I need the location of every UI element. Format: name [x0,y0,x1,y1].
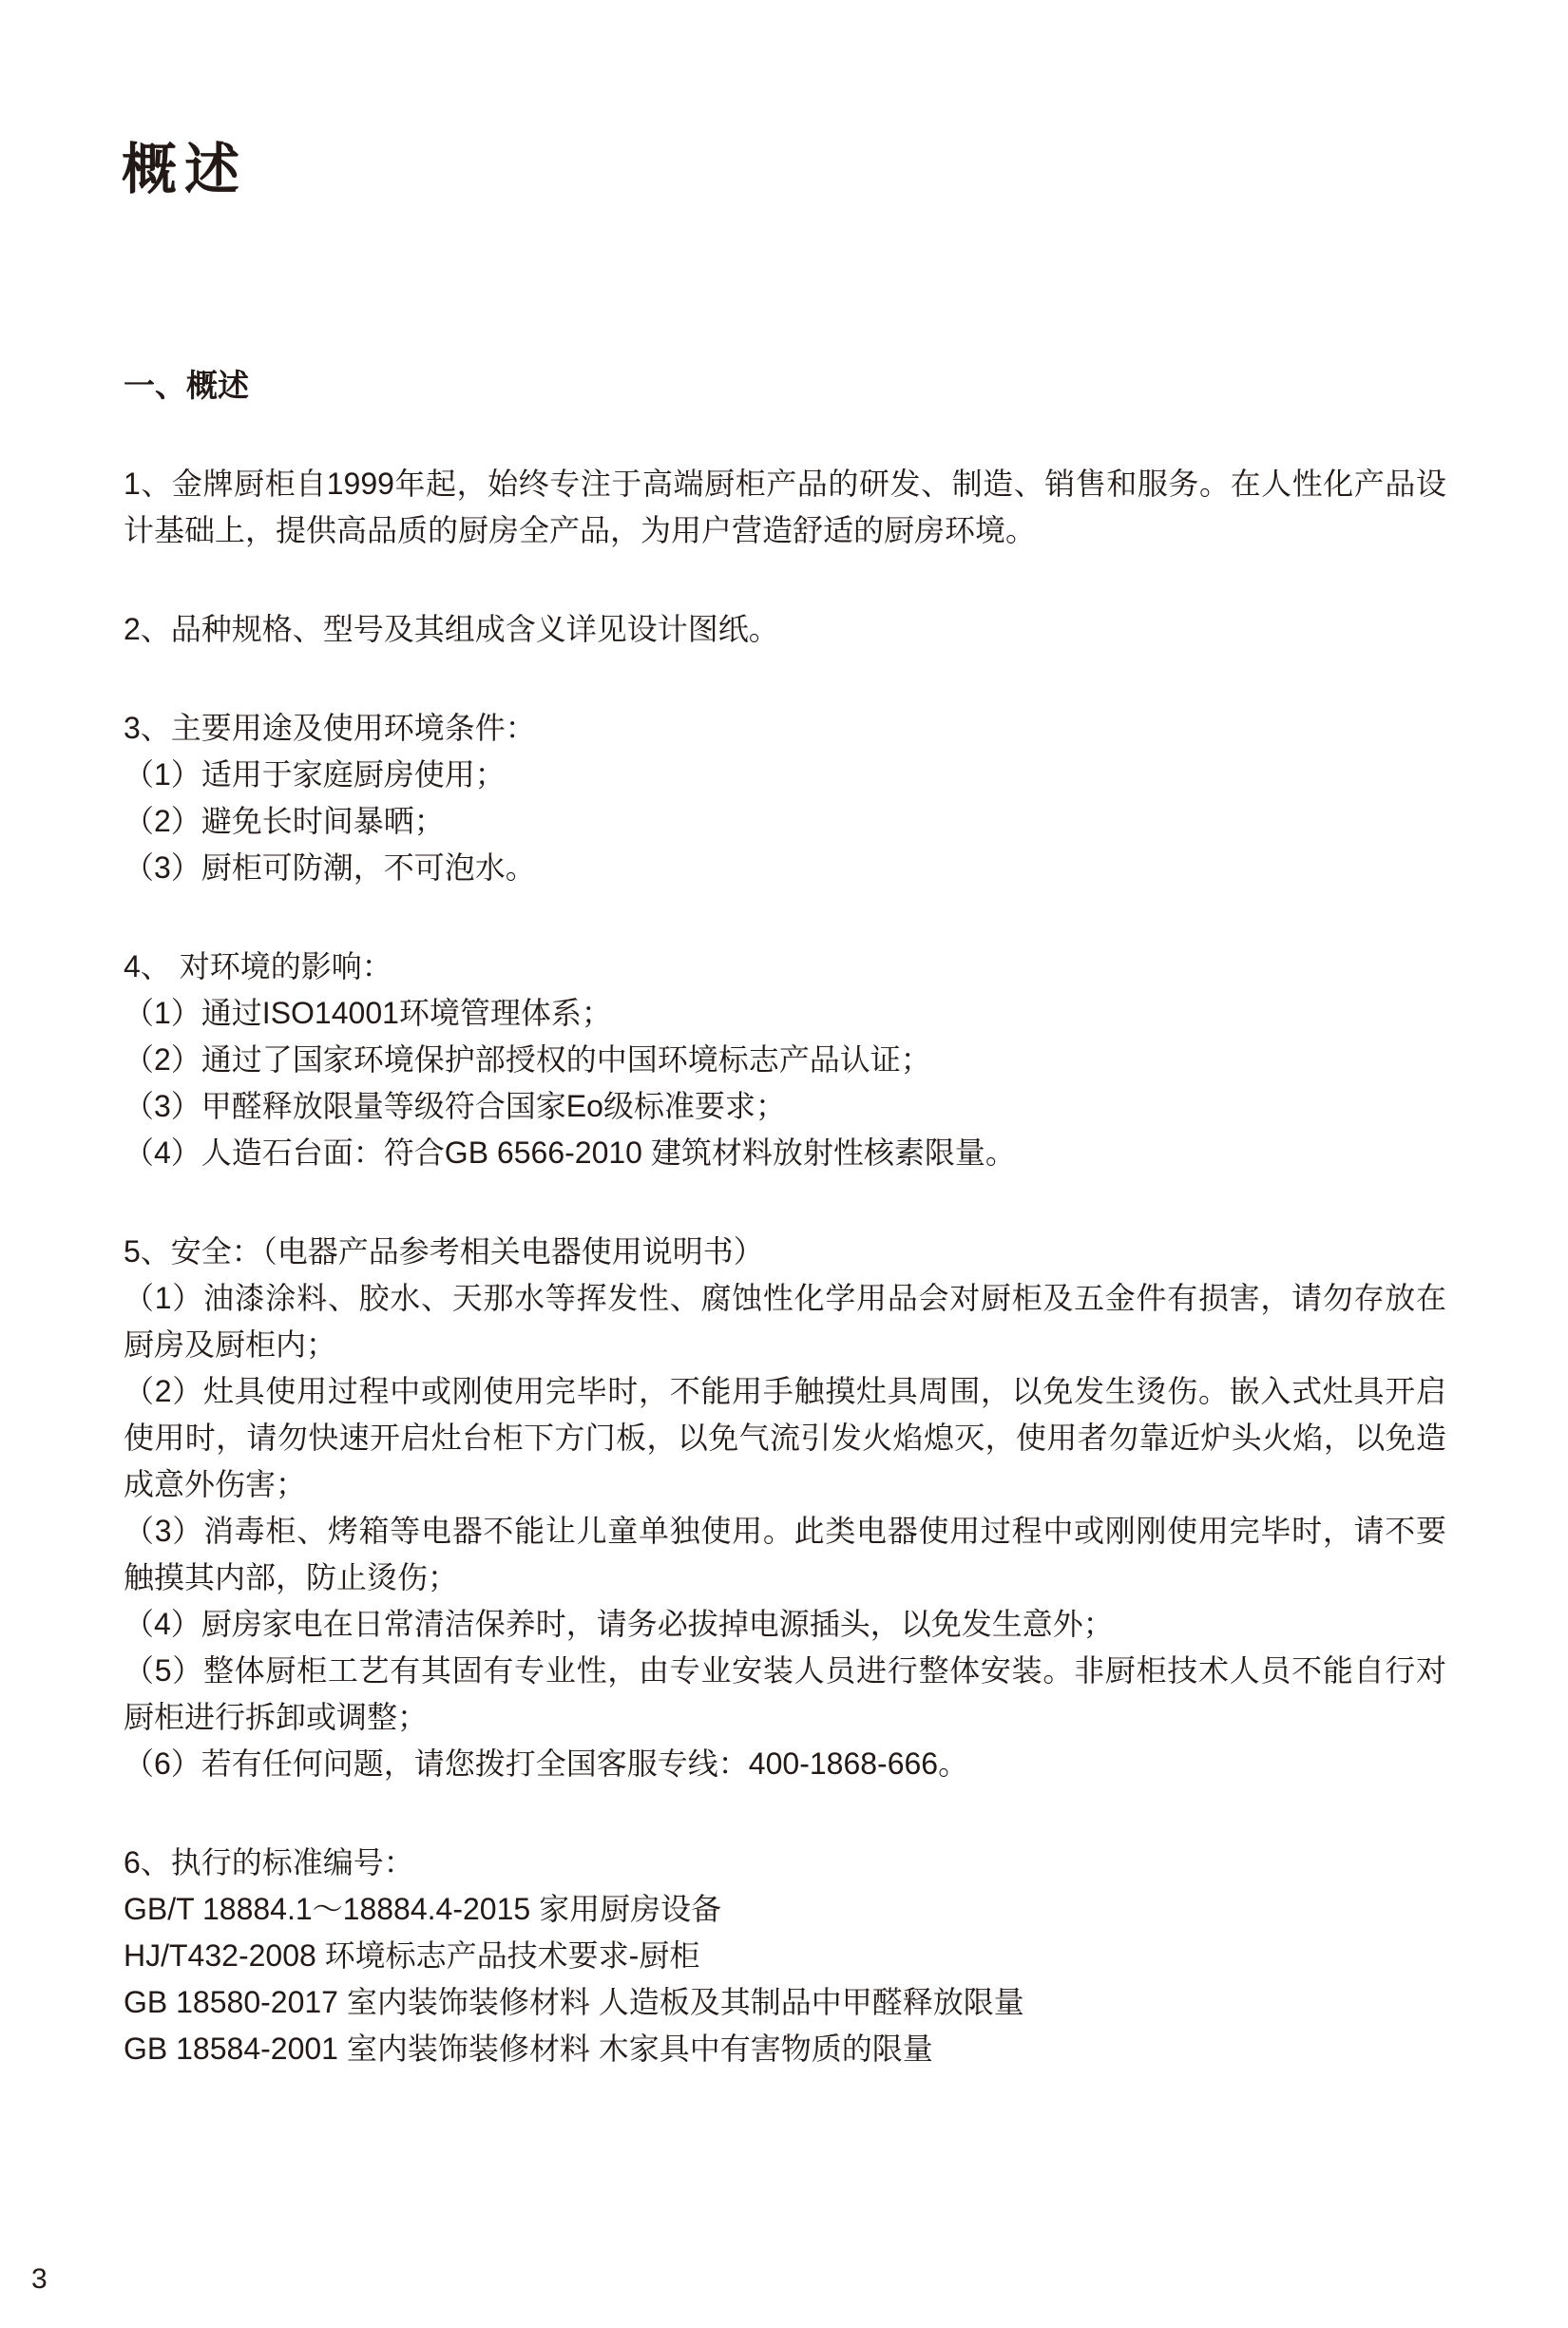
item-4-point: （3）甲醛释放限量等级符合国家Eo级标准要求； [124,1089,786,1123]
item-3-point: （1）适用于家庭厨房使用； [124,757,506,792]
item-5-point: （5）整体厨柜工艺有其固有专业性，由专业安装人员进行整体安装。非厨柜技术人员不能自行对厨柜进行拆卸或调整； [124,1653,1446,1734]
item-4-heading: 4、 对环境的影响： [124,949,392,983]
item-5-point: （1）油漆涂料、胶水、天那水等挥发性、腐蚀性化学用品会对厨柜及五金件有损害，请勿存放在厨房及厨柜内； [124,1281,1446,1362]
page-title: 概述 [122,139,248,200]
overview-section-heading: 一、概述 [124,368,249,403]
item-4-point: （1）通过ISO14001环境管理体系； [124,996,612,1030]
item-6-heading: 6、执行的标准编号： [124,1845,414,1880]
item-5-point: （2）灶具使用过程中或刚使用完毕时，不能用手触摸灶具周围，以免发生烫伤。嵌入式灶具开启使用时，请勿快速开启灶台柜下方门板，以免气流引发火焰熄灭，使用者勿靠近炉头火焰，以免造成意外伤害； [124,1374,1446,1501]
item-5-heading: 5、安全：（电器产品参考相关电器使用说明书） [124,1234,764,1269]
item-5-point: （3）消毒柜、烤箱等电器不能让儿童单独使用。此类电器使用过程中或刚刚使用完毕时，请不要触摸其内部，防止烫伤； [124,1514,1446,1594]
item-4-point: （4）人造石台面：符合GB 6566-2010 建筑材料放射性核素限量。 [124,1135,1016,1170]
item-3-point: （2）避免长时间暴晒； [124,804,445,838]
standard-line: GB 18580-2017 室内装饰装修材料 人造板及其制品中甲醛释放限量 [124,1985,1024,2019]
item-4-point: （2）通过了国家环境保护部授权的中国环境标志产品认证； [124,1042,931,1077]
item-3-heading: 3、主要用途及使用环境条件： [124,711,536,745]
item-2-paragraph: 2、品种规格、型号及其组成含义详见设计图纸。 [124,612,779,646]
document-body [124,362,1446,2072]
item-3-point: （3）厨柜可防潮，不可泡水。 [124,850,536,885]
standard-line: GB/T 18884.1～18884.4-2015 家用厨房设备 [124,1892,722,1926]
standard-line: GB 18584-2001 室内装饰装修材料 木家具中有害物质的限量 [124,2032,933,2066]
standard-line: HJ/T432-2008 环境标志产品技术要求-厨柜 [124,1938,700,1973]
page-number: 3 [31,2263,48,2295]
item-5-point: （4）厨房家电在日常清洁保养时，请务必拔掉电源插头，以免发生意外； [124,1607,1114,1641]
item-5-point: （6）若有任何问题，请您拨打全国客服专线：400-1868-666。 [124,1746,969,1781]
item-1-paragraph: 1、金牌厨柜自1999年起，始终专注于高端厨柜产品的研发、制造、销售和服务。在人性化产品设计基础上，提供高品质的厨房全产品，为用户营造舒适的厨房环境。 [124,467,1446,547]
